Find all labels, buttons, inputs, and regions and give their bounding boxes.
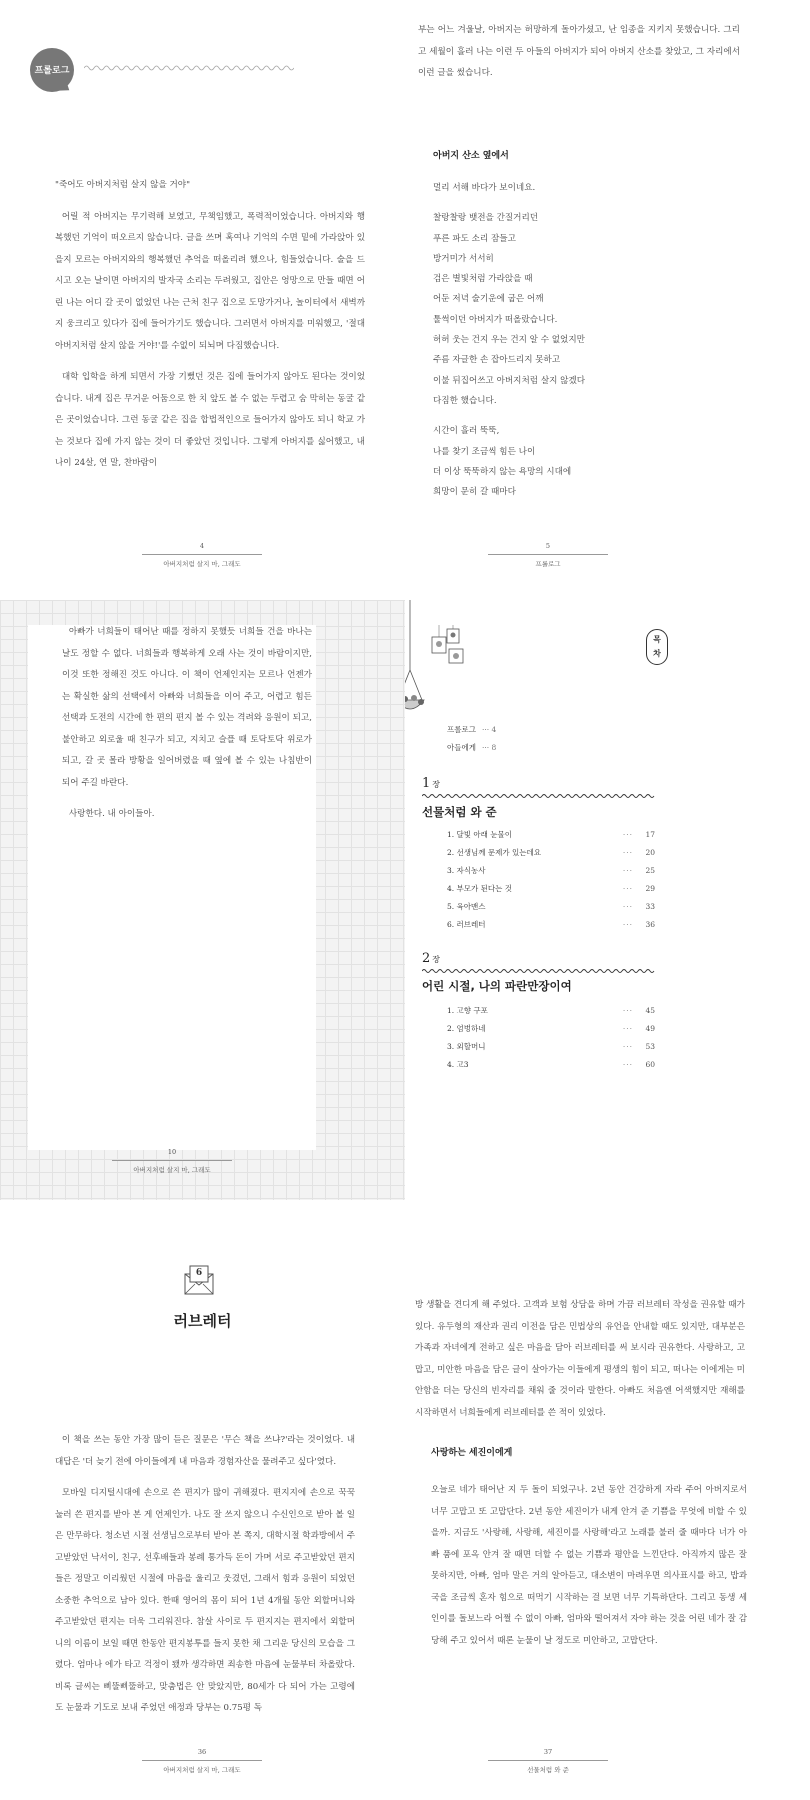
chapter-title: 러브레터 <box>173 1312 232 1330</box>
poem <box>433 178 733 512</box>
running-title: 프롤로그 <box>535 560 561 568</box>
page-chapter6 <box>0 1200 405 1800</box>
toc-item[interactable]: 2. 선생님께 문제가 있는데요 ··· 20 <box>447 848 655 857</box>
poem-stanza: 멀리 서해 바다가 보이네요. <box>433 183 536 193</box>
page-footer <box>488 542 608 568</box>
toc-item[interactable]: 3. 자식농사 ··· 25 <box>447 866 655 875</box>
running-title: 선물처럼 와 준 <box>527 1766 569 1774</box>
paragraph: 어릴 적 아버지는 무기력해 보였고, 무책임했고, 폭력적이었습니다. 아버지와 행복했던 기억이 떠오르지 않습니다. 글을 쓰며 혹여나 기억의 수면 밑에 가라앉아 있을지 모르는 아버지와의 행복했던 추억을 떠올리려 했으나, 힘들었습니다. 술을 드시고 오는 날이면 아버지의 발자국 소리는 두려웠고, 집안은 엉망으로 만들 때면 어린 나는 어디 갈 곳이 없었던 나는 근처 친구 집으로 도망가거나, 놀이터에서 새벽까지 웅크리고 있다가 집에 들어가기도 했습니다. 그러면서 아버지를 미워했고, '절대 아버지처럼 살지 않을 거야!'를 수없이 되뇌며 다짐했습니다. <box>55 211 365 351</box>
page-letter <box>0 600 405 1200</box>
chapter-number: 6 <box>195 1268 203 1278</box>
paragraph: 아빠가 너희들이 태어난 때를 정하지 못했듯 너희들 건을 바나는 날도 정할 수 없다. 너희들과 행복하게 오래 사는 것이 바람이지만, 이것 또한 정해진 것도 아니다. 이 책이 언제인지는 모르나 언젠가는 확실한 삶의 선택에서 아빠와 너희들을 이어 주고, 어렵고 힘든 선택과 도전의 시간에 한 편의 편지 볼 수 있는 격려와 응원이 되고, 불안하고 외로울 때 친구가 되고, 지치고 슬플 때 토닥토닥 위로가 되고, 갈 곳 몰라 방황을 일어버렸을 때 옆에 볼 수 있는 나침반이 되어 주길 바란다. <box>62 627 312 788</box>
page-footer <box>142 542 262 568</box>
letter-body <box>431 1480 747 1662</box>
paragraph: 대학 입학을 하게 되면서 가장 기뻤던 것은 집에 들어가지 않아도 된다는 것이었습니다. 내게 집은 무거운 어둠으로 한 치 앞도 볼 수 없는 두렵고 숨 막히는 동굴 같은 곳이었습니다. 그런 동굴 같은 집을 합법적인으로 들어가지 않아도 되니 학교 가는 것보다 집에 가지 않는 것이 더 좋았던 것입니다. 그렇게 아버지를 싫어했고, 내 나이 24살, 연 말, 찬바람이 <box>55 372 365 468</box>
prologue-badge-label: 프롤로그 <box>34 66 70 76</box>
page-footer <box>488 1748 608 1774</box>
chapter-title: 선물처럼 와 준 <box>422 805 497 819</box>
paragraph: 부는 어느 겨울날, 아버지는 허망하게 돌아가셨고, 난 임종을 지키지 못했습니다. 그리고 세월이 흘러 나는 이런 두 아들의 아버지가 되어 아버지 산소를 찾았고, 그 자리에서 이런 글을 썼습니다. <box>418 25 740 78</box>
poem-stanza: 시간이 흘러 뚝뚝, 나를 찾기 조금씩 힘든 나이 더 이상 뚝뚝하지 않는 욕망의 시대에 희망이 문히 갈 때마다 <box>433 426 572 498</box>
photo-frames-icon <box>425 625 470 675</box>
running-title: 아버지처럼 살지 마, 그래도 <box>133 1166 211 1174</box>
toc-item[interactable]: 2. 엄벙하네 ··· 49 <box>447 1024 655 1033</box>
paragraph: 이 책을 쓰는 동안 가장 많이 듣은 질문은 '무슨 책을 쓰냐?'라는 것이었다. 내 대답은 '더 늦기 전에 아이들에게 내 마음과 경험자산을 물려주고 싶다'였다. <box>55 1435 355 1467</box>
page-number: 5 <box>545 542 551 550</box>
paragraph: 오늘로 네가 태어난 지 두 돌이 되었구나. 2년 동안 건강하게 자라 주어 아버지로서 너무 고맙고 또 고맙단다. 2년 동안 세진이가 내게 안겨 준 기쁨을 무엇에 비할 수 있을까. 지금도 '사랑해, 사랑해, 세진이를 사랑해'라고 노래를 불러 줄 때마다 너가 아빠 품에 포옥 안겨 잘 때면 더할 수 없는 기쁨과 평안을 느낀단다. 아직까지 많은 잘 못하지만, 아빠, 엄마 말은 거의 알아듣고, 대소변이 마려우면 의사표시를 하고, 밥과 국을 조금씩 혼자 힘으로 떠먹기 시작하는 걸 보면 너무 기특하단다. 그리고 동생 세인이를 돌보느라 어쩔 수 없이 아빠, 엄마와 떨어져서 자야 하는 것을 어린 네가 잘 감당해 주고 있어서 때론 눈물이 날 정도로 미안하고, 고맙단다. <box>431 1485 747 1646</box>
chapter-number: 2 장 <box>422 951 441 966</box>
letter-title: 사랑하는 세진이에게 <box>431 1448 513 1458</box>
page-toc <box>405 600 810 1200</box>
toc-pre-item[interactable]: 아들에게 ··· 8 <box>447 743 497 752</box>
paragraph: 방 생활을 견디게 해 주었다. 고객과 보험 상담을 하며 가끔 러브레터 작성을 권유할 때가 있다. 유두형의 재산과 권리 이전을 담은 민법상의 유언을 안내할 때도 있지만, 대부분은 가족과 자녀에게 전하고 싶은 마음을 담아 러브레터를 써 보시라 권유한다. 사랑하고, 고맙고, 미안한 마음을 담은 글이 살아가는 이들에게 평생의 힘이 되고, 떠나는 이에게는 미안함을 더는 당신의 빈자리를 채워 줄 것이라 말한다. 아빠도 처음엔 어색했지만 재해를 시작하면서 너희들에게 러브레터를 쓴 적이 있었다. <box>415 1300 745 1418</box>
prologue-badge <box>30 48 82 92</box>
chapter-number: 1 장 <box>422 776 441 791</box>
toc-list <box>447 826 655 934</box>
toc-item[interactable]: 5. 육아맨스 ··· 33 <box>447 902 655 911</box>
page-number: 10 <box>167 1148 177 1156</box>
page-footer <box>142 1748 262 1774</box>
paragraph: 모바일 디지털시대에 손으로 쓴 편지가 많이 귀해졌다. 편지지에 손으로 꾹꾹 눌러 쓴 편지를 받아 본 게 언제인가. 나도 잘 쓰지 않으니 수신인으로 받아 볼 일은 만무하다. 청소년 시절 선생님으로부터 받아 본 쪽지, 대학시절 학과방에서 주고받았던 낙서이, 친구, 선후배들과 봉례 통가득 돈이 가며 서로 주고받았던 편지들은 정말고 이리웠던 시절에 마음을 울리고 웃겼던, 그래서 힘과 응원이 되었던 소중한 추억으로 남아 있다. 한때 영어의 몸이 되어 1년 4개월 동안 외할머니와 주고받았던 편지는 더욱 그리워진다. 참살 사이로 두 편지지는 편지에서 외할머니의 이름이 보일 때면 한동안 편지봉투를 들지 못한 채 그리운 당신의 모습을 그렸다. 엄마나 에가 타고 걱정이 됐까 생각하면 죄송한 마음에 눈물부터 차올랐다. 비록 글씨는 삐뚤삐뚤하고, 맞춤법은 안 맞았지만, 80세가 다 되어 가는 고령에도 눈물과 기도로 보내 주었던 애정과 당부는 0.75평 독 <box>55 1488 355 1713</box>
chapter6-cont-body <box>415 1295 745 1434</box>
running-title: 아버지처럼 살지 마, 그래도 <box>163 1766 241 1774</box>
toc-item[interactable]: 3. 외할머니 ··· 53 <box>447 1042 655 1051</box>
chapter6-body <box>55 1430 355 1730</box>
toc-item[interactable]: 1. 달빛 아래 눈물이 ··· 17 <box>447 830 655 839</box>
page-prologue-continued <box>405 0 810 600</box>
page-footer <box>112 1148 232 1174</box>
page-number: 36 <box>197 1748 207 1756</box>
wave-divider <box>84 64 294 72</box>
poem-title: 아버지 산소 옆에서 <box>433 151 509 161</box>
prologue-body <box>55 175 365 485</box>
toc-item[interactable]: 4. 부모가 된다는 것 ··· 29 <box>447 884 655 893</box>
wave-divider <box>422 793 655 799</box>
letter-body <box>62 622 312 836</box>
chapter-title: 어린 시절, 나의 파란만장이여 <box>422 979 572 993</box>
page-chapter6-continued <box>405 1200 810 1800</box>
poem-stanza: 찰랑찰랑 뱃전을 간질거리던 푸른 파도 소리 잠들고 방거미가 서서히 검은 별빛처럼 가라앉을 때 어둔 저녁 술기운에 굽은 어깨 툴썩이던 아버지가 떠올랐습니다. 허허 웃는 건지 우는 건지 알 수 없었지만 주름 자글한 손 잡아드리지 못하고 이불 뒤집어쓰고 아버지처럼 살지 않겠다 다짐한 했습니다. <box>433 213 586 406</box>
wave-divider <box>422 968 655 974</box>
toc-item[interactable]: 6. 러브레터 ··· 36 <box>447 920 655 929</box>
prologue-cont-body <box>418 20 740 95</box>
toc-list <box>447 1002 655 1074</box>
paragraph: 사랑한다. 내 아이들아. <box>68 809 155 819</box>
prologue-quote: "죽어도 아버지처럼 살지 않을 거야" <box>55 180 191 190</box>
page-prologue <box>0 0 405 600</box>
running-title: 아버지처럼 살지 마, 그래도 <box>163 560 241 568</box>
page-number: 4 <box>199 542 205 550</box>
toc-item[interactable]: 4. 고3 ··· 60 <box>447 1060 655 1069</box>
toc-badge: 목 차 <box>646 629 668 665</box>
toc-pre-item[interactable]: 프롤로그 ··· 4 <box>447 725 497 734</box>
page-number: 37 <box>543 1748 553 1756</box>
toc-item[interactable]: 1. 고향 구포 ··· 45 <box>447 1006 655 1015</box>
